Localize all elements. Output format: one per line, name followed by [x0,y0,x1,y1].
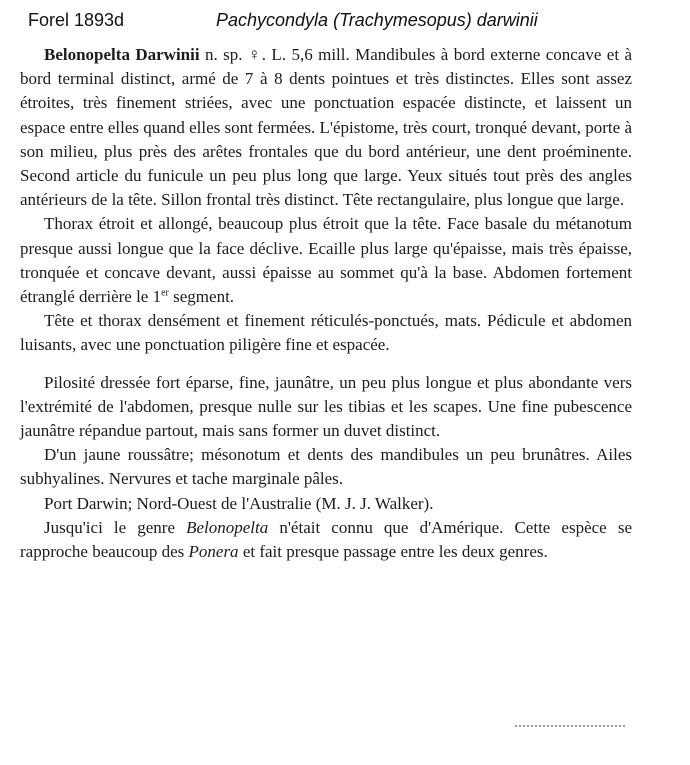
diagnosis-text: n. sp. ♀. L. 5,6 mill. Mandibules à bord externe concave et à bord terminal distinct, armé de 7 à 8 dents pointues et très distinctes. Elles sont assez étroites, très finement striées, avec une ponctuation espacée distincte, et laissent un espace entre elles quand elles sont fermées. L'épistome, très court, tronqué devant, porte à son milieu, plus près des arêtes frontales que du bord antérieur, une dent proéminente. Second article du funicule un peu plus long que large. Yeux situés tout près des angles antérieurs de la tête. Sillon frontal très distinct. Tête rectangulaire, plus longue que large. [20,45,633,210]
scan-artifact [515,725,625,729]
paragraph-remarks: Jusqu'ici le genre Belonopelta n'était connu que d'Amérique. Cette espèce se rapproche beaucoup des Ponera et fait presque passage entre les deux genres. [20,517,632,562]
paragraph-sculpture: Tête et thorax densément et finement réticulés-ponctués, mats. Pédicule et abdomen luisants, avec une ponctuation piligère fine et espacée. [20,311,632,355]
paragraph-diagnosis [20,43,632,212]
paragraph-thorax: Thorax étroit et allongé, beaucoup plus étroit que la tête. Face basale du métanotum presque aussi longue que la face déclive. Ecaille plus large qu'épaisse, mais très épaisse, tronquée et concave devant, aussi épaisse au sommet qu'à la base. Abdomen fortement étranglé derrière le 1er segment. [20,214,632,307]
paragraph-color: D'un jaune roussâtre; mésonotum et dents des mandibules un peu brunâtres. Ailes subhyalines. Nervures et tache marginale pâles. [20,445,632,489]
genus-belonopelta: Belonopelta [186,517,269,537]
paragraph-locality: Port Darwin; Nord-Ouest de l'Australie (M. J. J. Walker). [44,493,434,513]
species-name: Belonopelta Darwinii [44,45,200,64]
page-header [0,10,690,36]
paragraph-pilosity: Pilosité dressée fort éparse, fine, jaunâtre, un peu plus longue et plus abondante vers l'extrémité de l'abdomen, presque nulle sur les tibias et les scapes. Une fine pubescence jaunâtre répandue partout, mais sans former un duvet distinct. [20,372,632,441]
citation-reference: Forel 1893d [28,10,125,30]
genus-ponera: Ponera [188,542,239,562]
taxon-name: Pachycondyla (Trachymesopus) darwinii [216,10,538,30]
scanned-description [20,43,632,564]
